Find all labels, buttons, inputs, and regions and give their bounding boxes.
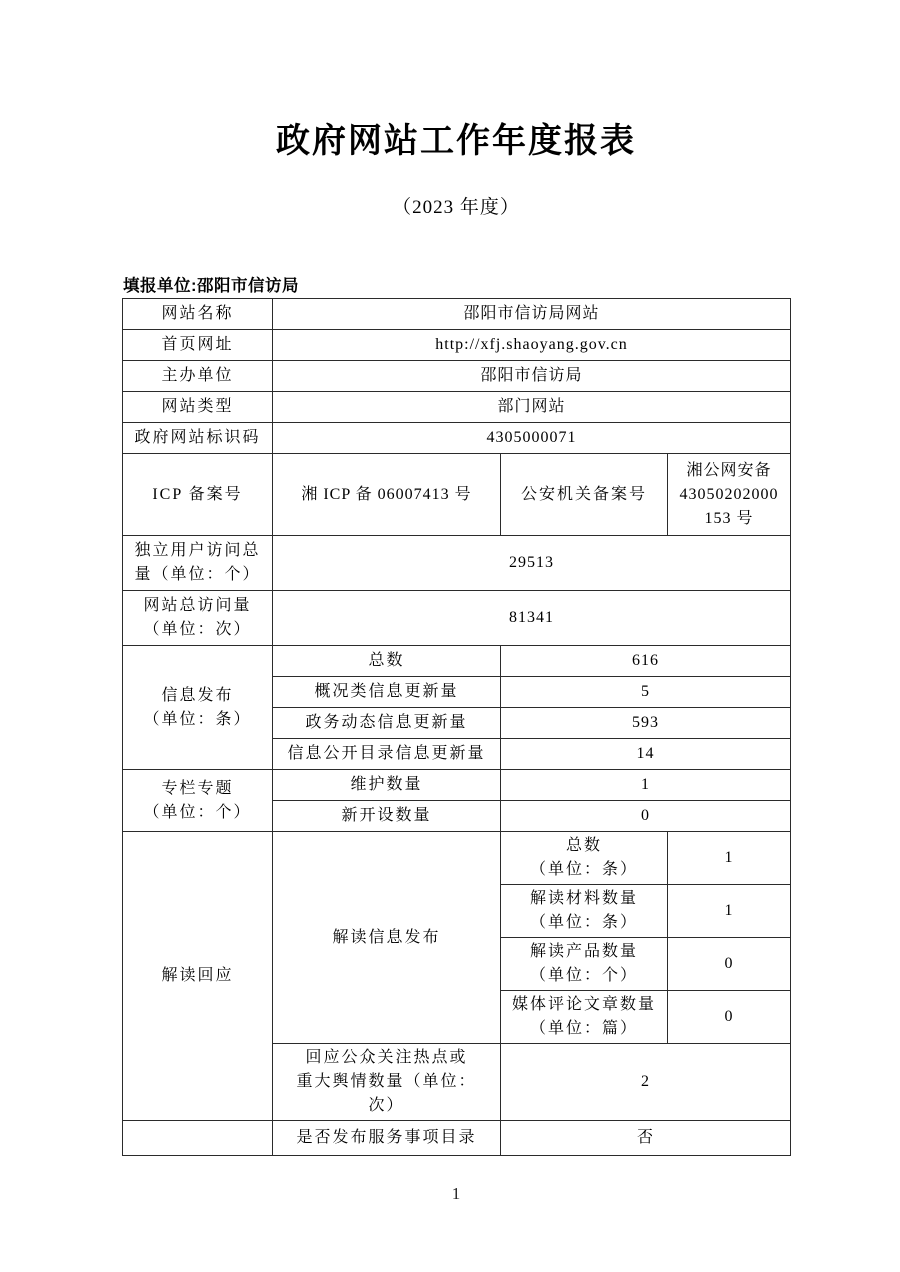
- row-homepage-url: [123, 330, 791, 361]
- sub-label: 政务动态信息更新量: [273, 708, 501, 739]
- hotspot-value: 2: [501, 1044, 791, 1121]
- service-value: 否: [501, 1121, 791, 1156]
- sub-value: 0: [501, 801, 791, 832]
- sub-label: 维护数量: [273, 770, 501, 801]
- label-line: 独立用户访问总: [134, 542, 261, 559]
- label-line: 解读材料数量: [529, 890, 638, 907]
- row-value: 29513: [273, 536, 791, 591]
- row-label: 网站类型: [123, 392, 273, 423]
- sub-value: 5: [501, 677, 791, 708]
- sub-label: [501, 832, 668, 885]
- sub-label: 新开设数量: [273, 801, 501, 832]
- interpretation-publish-label: 解读信息发布: [273, 832, 501, 1044]
- label-line: （单位：个）: [143, 803, 252, 821]
- label-line: 网站总访问量: [143, 597, 252, 614]
- security-filing-line: 43050202000: [679, 485, 779, 503]
- row-label: [123, 536, 273, 591]
- sub-label: [501, 938, 668, 991]
- security-filing-label: 公安机关备案号: [501, 454, 668, 536]
- icp-label: ICP 备案号: [123, 454, 273, 536]
- empty-cell: [123, 1121, 273, 1156]
- label-line: （单位：条）: [529, 914, 638, 931]
- row-value: 部门网站: [273, 392, 791, 423]
- sub-label: [501, 885, 668, 938]
- page-title: 政府网站工作年度报表: [276, 122, 636, 160]
- sub-value: 0: [668, 991, 791, 1044]
- sub-label: 信息公开目录信息更新量: [273, 739, 501, 770]
- label-line: （单位：条）: [529, 861, 638, 878]
- label-line: 专栏专题: [161, 779, 234, 797]
- hotspot-label: [273, 1044, 501, 1121]
- interpretation-group-label: 解读回应: [123, 832, 273, 1121]
- reporting-unit: 填报单位:邵阳市信访局: [123, 277, 299, 295]
- row-label: [123, 591, 273, 646]
- row-label: 首页网址: [123, 330, 273, 361]
- sub-value: 1: [668, 885, 791, 938]
- page-number: 1: [451, 1184, 461, 1203]
- icp-value: 湘 ICP 备 06007413 号: [273, 454, 501, 536]
- security-filing-line: 湘公网安备: [686, 461, 772, 479]
- service-label: 是否发布服务事项目录: [273, 1121, 501, 1156]
- label-line: （单位：篇）: [529, 1020, 638, 1037]
- label-line: 重大舆情数量（单位：: [296, 1073, 477, 1090]
- sub-value: 593: [501, 708, 791, 739]
- label-line: 回应公众关注热点或: [305, 1049, 468, 1066]
- sub-label: 概况类信息更新量: [273, 677, 501, 708]
- row-site-id-code: [123, 423, 791, 454]
- row-unique-visitors: [123, 536, 791, 591]
- label-line: （单位：个）: [529, 967, 638, 984]
- sub-label: [501, 991, 668, 1044]
- report-table: [122, 298, 791, 1156]
- row-total-visits: [123, 591, 791, 646]
- row-label: 网站名称: [123, 299, 273, 330]
- security-filing-line: 153 号: [704, 509, 754, 527]
- row-label: 主办单位: [123, 361, 273, 392]
- info-publish-group-label: [123, 646, 273, 770]
- row-icp: [123, 454, 791, 536]
- sub-value: 14: [501, 739, 791, 770]
- label-line: 解读产品数量: [529, 943, 638, 960]
- row-value: 81341: [273, 591, 791, 646]
- label-line: 媒体评论文章数量: [511, 996, 656, 1013]
- label-line: 次）: [368, 1097, 405, 1114]
- security-filing-value: [668, 454, 791, 536]
- row-host-unit: [123, 361, 791, 392]
- row-site-name: [123, 299, 791, 330]
- sub-value: 1: [501, 770, 791, 801]
- row-info-publish-total: [123, 646, 791, 677]
- row-value: http://xfj.shaoyang.gov.cn: [273, 330, 791, 361]
- label-line: 总数: [565, 837, 602, 854]
- row-value: 4305000071: [273, 423, 791, 454]
- sub-label: 总数: [273, 646, 501, 677]
- row-value: 邵阳市信访局网站: [273, 299, 791, 330]
- page-subtitle: （2023 年度）: [392, 197, 520, 218]
- row-site-type: [123, 392, 791, 423]
- label-line: （单位：次）: [143, 621, 252, 638]
- label-line: 量（单位：个）: [134, 566, 261, 583]
- row-interpretation-total: [123, 832, 791, 885]
- label-line: 信息发布: [161, 686, 234, 704]
- special-topics-group-label: [123, 770, 273, 832]
- label-line: （单位：条）: [143, 710, 252, 728]
- sub-value: 0: [668, 938, 791, 991]
- row-value: 邵阳市信访局: [273, 361, 791, 392]
- row-special-topics-maintained: [123, 770, 791, 801]
- row-service-directory: [123, 1121, 791, 1156]
- sub-value: 616: [501, 646, 791, 677]
- sub-value: 1: [668, 832, 791, 885]
- row-label: 政府网站标识码: [123, 423, 273, 454]
